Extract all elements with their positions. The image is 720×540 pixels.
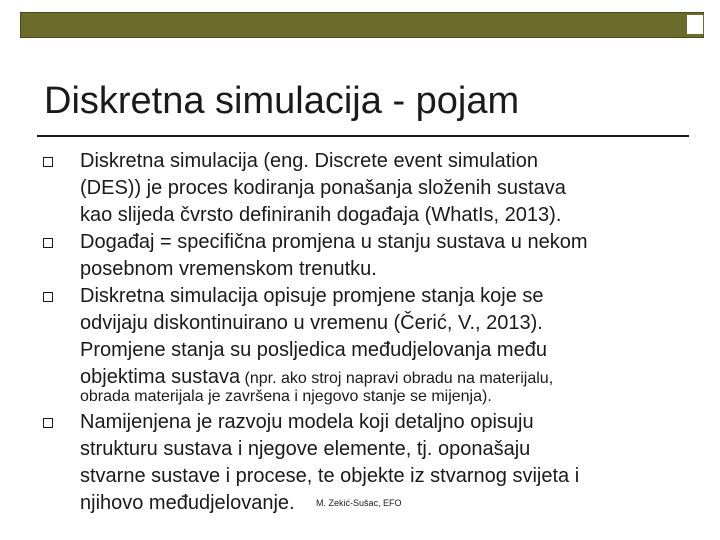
bullet-square-icon <box>43 292 53 302</box>
slide-title: Diskretna simulacija - pojam <box>44 80 520 122</box>
bullet-square-icon <box>43 238 53 248</box>
slide-footer-author: M. Zekić-Sušac, EFO <box>316 498 402 508</box>
bullet-3-small-note: obrada materijala je završena i njegovo stanje se mijenja). <box>80 388 492 405</box>
bullet-3-line-2: odvijaju diskontinuirano u vremenu (Čerić, V., 2013). <box>80 312 543 334</box>
bullet-text-3 <box>80 283 700 406</box>
bullet-4-line-4: njihovo međudjelovanje. <box>80 492 295 514</box>
bullet-4-line-3: stvarne sustave i procese, te objekte iz stvarnog svijeta i <box>80 465 580 487</box>
title-divider <box>37 135 689 137</box>
bullet-3-line-4-main: objektima sustava <box>80 366 241 388</box>
bullet-2-line-2: posebnom vremenskom trenutku. <box>80 258 377 280</box>
bullet-3-line-1: Diskretna simulacija opisuje promjene stanja koje se <box>80 285 544 307</box>
corner-decorative-box <box>686 14 704 35</box>
bullet-text-2 <box>80 229 700 283</box>
bullet-1-line-1: Diskretna simulacija (eng. Discrete event simulation <box>80 150 538 172</box>
bullet-1-line-2: (DES)) je proces kodiranja ponašanja složenih sustava <box>80 177 566 199</box>
bullet-1-line-3: kao slijeda čvrsto definiranih događaja (WhatIs, 2013). <box>80 204 562 226</box>
bullet-4-line-1: Namijenjena je razvoju modela koji detaljno opisuju <box>80 411 534 433</box>
bullet-square-icon <box>43 157 53 167</box>
bullet-2-line-1: Događaj = specifična promjena u stanju sustava u nekom <box>80 231 588 253</box>
bullet-3-line-3: Promjene stanja su posljedica međudjelovanja među <box>80 339 547 361</box>
top-decorative-bar <box>20 12 704 38</box>
bullet-3-inline-note: (npr. ako stroj napravi obradu na materijalu, <box>240 370 554 387</box>
bullet-text-1 <box>80 148 700 229</box>
bullet-4-line-2: strukturu sustava i njegove elemente, tj. oponašaju <box>80 438 531 460</box>
bullet-square-icon <box>43 418 53 428</box>
